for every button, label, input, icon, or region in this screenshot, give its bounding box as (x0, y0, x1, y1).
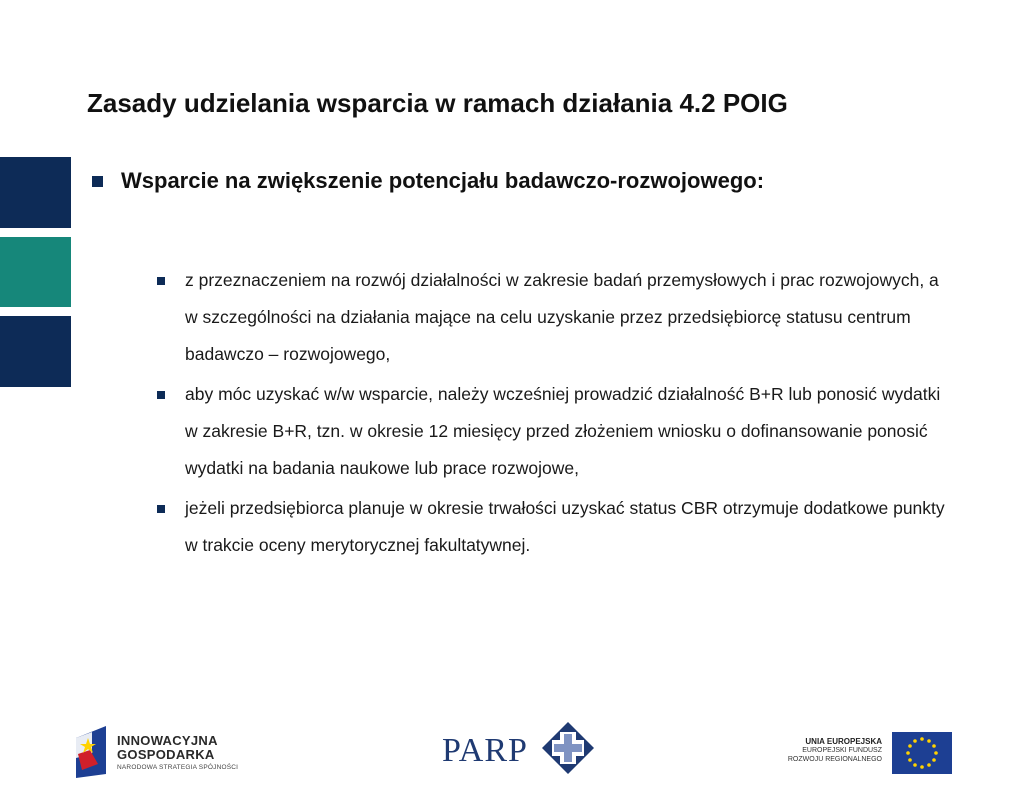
side-bar-navy-bottom (0, 316, 71, 387)
ig-line2: GOSPODARKA (117, 747, 215, 762)
square-bullet-icon (157, 505, 165, 513)
list-item-text: jeżeli przedsiębiorca planuje w okresie trwałości uzyskać status CBR otrzymuje dodatkowe punkty w trakcie oceny merytorycznej fakultatywnej. (185, 498, 945, 555)
side-bar-navy-top (0, 157, 71, 228)
slide-title: Zasady udzielania wsparcia w ramach działania 4.2 POIG (87, 88, 788, 118)
eu-line1: UNIA EUROPEJSKA (805, 737, 882, 746)
square-bullet-icon (157, 391, 165, 399)
eu-flag-icon (892, 732, 952, 774)
eu-line2: EUROPEJSKI FUNDUSZ (802, 747, 882, 754)
square-bullet-icon (92, 176, 103, 187)
eu-line3: ROZWOJU REGIONALNEGO (787, 756, 882, 763)
list-item (157, 379, 947, 487)
square-bullet-icon (157, 277, 165, 285)
parp-logo (442, 720, 602, 780)
main-bullet-text: Wsparcie na zwiększenie potencjału badawczo-rozwojowego: (121, 168, 765, 193)
list-item-text: aby móc uzyskać w/w wsparcie, należy wcześniej prowadzić działalność B+R lub ponosić wydatki w zakresie B+R, tzn. w okresie 12 miesięcy przed złożeniem wniosku o dofinansowanie ponosić wydatki na badania naukowe lub prace rozwojowe, (185, 384, 941, 478)
parp-diamond-icon (540, 720, 600, 780)
sub-bullet-list (157, 265, 947, 570)
eu-logo (780, 732, 952, 774)
main-bullet (92, 168, 764, 194)
list-item (157, 493, 947, 564)
ig-flag-icon (72, 724, 112, 780)
side-bar-teal (0, 237, 71, 307)
ig-line3: NARODOWA STRATEGIA SPÓJNOŚCI (117, 764, 239, 771)
parp-word: PARP (442, 732, 528, 769)
innowacyjna-gospodarka-logo (72, 724, 242, 780)
ig-line1: INNOWACYJNA (117, 733, 218, 748)
list-item (157, 265, 947, 373)
list-item-text: z przeznaczeniem na rozwój działalności w zakresie badań przemysłowych i prac rozwojowych, a w szczególności na działania mające na celu uzyskanie przez przedsiębiorcę statusu centrum badawczo – rozwojowego, (185, 270, 939, 364)
